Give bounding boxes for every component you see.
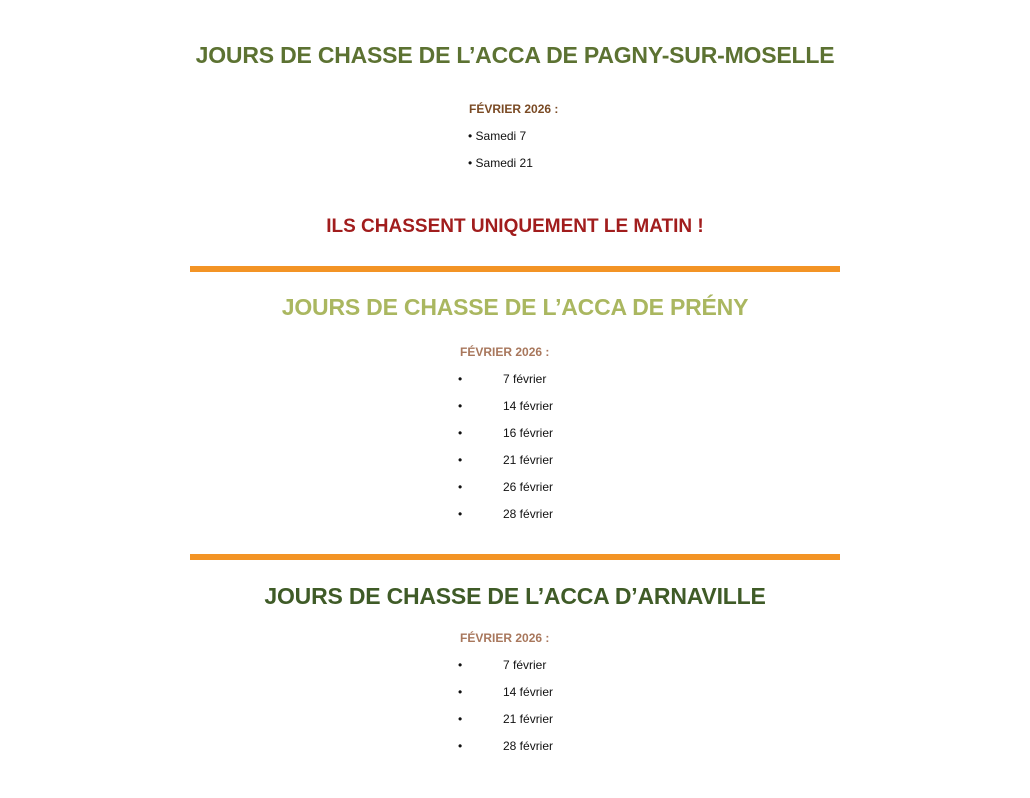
bullet-icon: • bbox=[458, 739, 463, 753]
date-text: 26 février bbox=[503, 480, 554, 494]
month-label-pagny: FÉVRIER 2026 : bbox=[469, 102, 559, 116]
section-title-arnaville: JOURS DE CHASSE DE L’ACCA D’ARNAVILLE bbox=[264, 583, 766, 609]
date-text: 7 février bbox=[503, 658, 547, 672]
section-title-preny: JOURS DE CHASSE DE L’ACCA DE PRÉNY bbox=[281, 294, 749, 320]
date-text: 21 février bbox=[503, 712, 554, 726]
date-list-pagny bbox=[468, 129, 533, 183]
bullet-icon: • bbox=[458, 399, 463, 413]
bullet-icon: • bbox=[458, 712, 463, 726]
bullet-icon: • bbox=[458, 372, 463, 386]
date-text: 28 février bbox=[503, 507, 554, 521]
list-item: • Samedi 21 bbox=[468, 156, 533, 170]
bullet-icon: • bbox=[458, 507, 463, 521]
month-label-preny: FÉVRIER 2026 : bbox=[460, 345, 550, 359]
section-title-pagny: JOURS DE CHASSE DE L’ACCA DE PAGNY-SUR-MOSELLE bbox=[195, 42, 835, 68]
date-text: 16 février bbox=[503, 426, 554, 440]
bullet-icon: • bbox=[458, 426, 463, 440]
date-text: 28 février bbox=[503, 739, 554, 753]
date-text: 14 février bbox=[503, 399, 554, 413]
bullet-icon: • bbox=[458, 480, 463, 494]
morning-only-warning: ILS CHASSENT UNIQUEMENT LE MATIN ! bbox=[326, 216, 704, 237]
bullet-icon: • bbox=[458, 685, 463, 699]
bullet-icon: • bbox=[458, 453, 463, 467]
month-label-arnaville: FÉVRIER 2026 : bbox=[460, 631, 550, 645]
date-text: 14 février bbox=[503, 685, 554, 699]
date-text: 7 février bbox=[503, 372, 547, 386]
date-text: 21 février bbox=[503, 453, 554, 467]
section-divider bbox=[190, 554, 840, 560]
bullet-icon: • bbox=[458, 658, 463, 672]
list-item: • Samedi 7 bbox=[468, 129, 527, 143]
section-divider bbox=[190, 266, 840, 272]
